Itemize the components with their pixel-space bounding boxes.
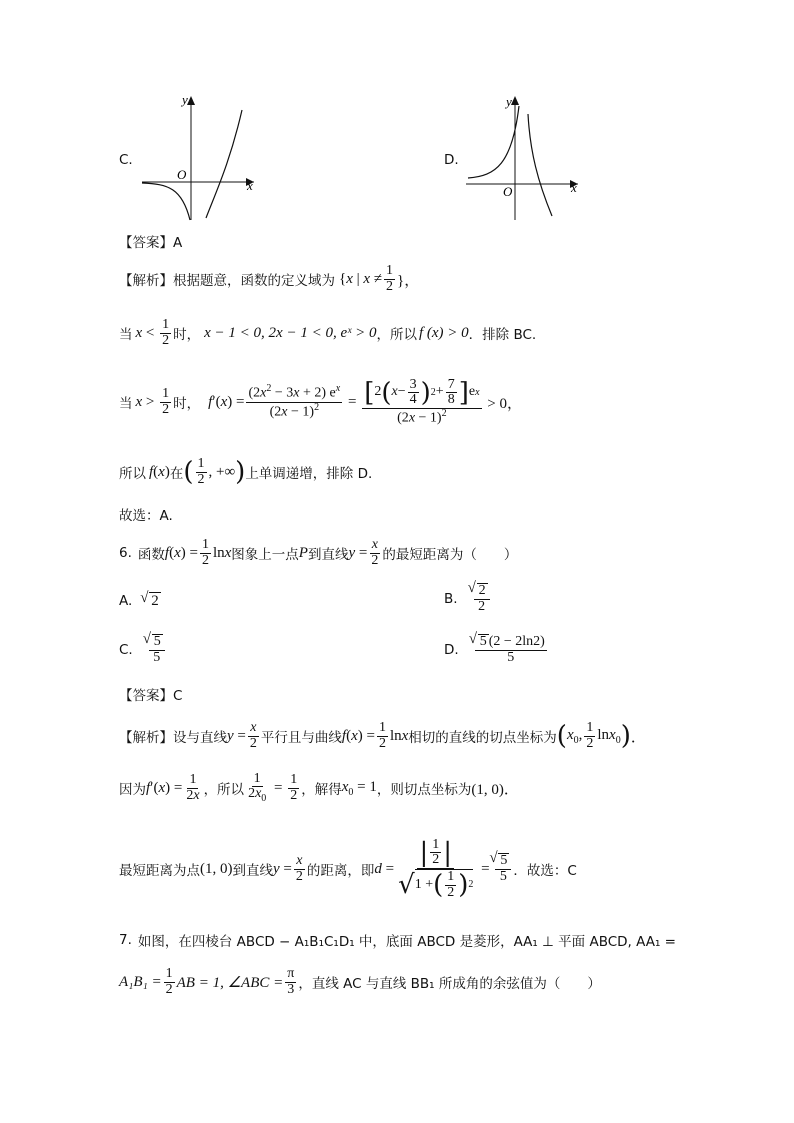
graph-c-y-label: y	[182, 92, 188, 107]
analysis-label: 【解析】	[119, 273, 173, 290]
q6-analysis-line3: 最短距离为点 (1, 0) 到直线 y = $\frac{x}{2}$ 的距离，即 d = | $\frac{1}{2}$ | √ 1 + ( $\frac{1}{2}$ ) 2 = √ $\frac{5}{5}$ ．故选：C	[119, 824, 577, 914]
distance-formula: | $\frac{1}{2}$ | √ 1 + ( $\frac{1}{2}$ ) 2	[398, 836, 474, 901]
q6-option-d[interactable]: D. √ $\frac{5 (2 - 2\ln 2)}{5}$	[444, 634, 549, 665]
inequality: x − 1 < 0, 2x − 1 < 0, eˣ > 0	[204, 324, 377, 341]
q5-answer: 【答案】A	[119, 235, 183, 251]
graph-d	[462, 92, 582, 224]
q6-option-a[interactable]: A. √ 2	[119, 592, 161, 610]
q6-option-b[interactable]: B. √ $\frac{2}{2}$	[444, 583, 492, 614]
graph-c	[138, 92, 258, 224]
q5-analysis-line1: 【解析】 根据题意，函数的定义域为 {x | x ≠ $\frac{1}{2}$ }，	[119, 263, 420, 294]
q7-stem-line1: 7. 如图，在四棱台 ABCD − A₁B₁C₁D₁ 中，底面 ABCD 是菱形，AA₁ ⊥ 平面 ABCD, AA₁ =	[119, 932, 676, 950]
q6-option-c[interactable]: C. √ $\frac{5}{5}$	[119, 634, 167, 665]
q7-stem-line2: A₁B₁ = $\frac{1}{2}$ AB = 1, ∠ABC = $\frac{\pi}{3}$ ，直线 AC 与直线 BB₁ 所成角的余弦值为（ ）	[119, 965, 601, 997]
analysis-text: 根据题意，函数的定义域为	[173, 273, 335, 290]
q5-conclusion: 故选：A.	[119, 508, 173, 524]
q6-answer: 【答案】C	[119, 688, 183, 704]
option-d-label: D.	[444, 152, 459, 168]
q6-analysis-line1: 【解析】 设与直线 y = $\frac{x}{2}$ 平行且与曲线 f(x) = $\frac{1}{2}$ lnx 相切的直线的切点坐标为 ( $x_0$, $\frac{1}{2}$ lnx$_0$ ) ．	[119, 719, 646, 751]
graph-c-origin: O	[177, 167, 187, 182]
q5-analysis-line2: 当 x < $\frac{1}{2}$ 时， x − 1 < 0, 2x − 1 < 0, eˣ > 0 ，所以 f (x) > 0 ．排除 BC.	[119, 317, 537, 348]
q6-analysis-line2: 因为 f′(x) = $\frac{1}{2x}$ ，所以 $\frac{1}{2x_0}$ = $\frac{1}{2}$ ，解得 $x_0 = 1$ ，则切点坐标为 (1, 0)．	[119, 770, 519, 804]
option-c-label: C.	[119, 152, 133, 168]
graph-d-x-label: x	[571, 180, 577, 195]
domain-set: {x | x ≠	[339, 270, 383, 287]
graph-d-y-label: y	[506, 94, 512, 109]
frac-half: $\frac{1}{2}$	[386, 263, 394, 294]
graph-d-origin: O	[503, 184, 513, 199]
graph-c-x-label: x	[247, 178, 253, 193]
q5-analysis-line3: 当 x > $\frac{1}{2}$ 时， f′(x) = $\frac{(2x^2 - 3x + 2) e^x}{(2x - 1)^2}$ = [ 2 ( x − $\frac{3}{4}$ ) 2 + $\frac{7}{8}$ ] e x $(2x - 1)^2$ > 0，	[119, 376, 522, 426]
q5-analysis-line4: 所以 f (x) 在 ( $\frac{1}{2}$ , +∞ ) 上单调递增，排除 D.	[119, 455, 373, 487]
derivative-expr: f′(x) =	[208, 393, 245, 410]
q6-stem: 6. 函数 f(x) = $\frac{1}{2}$ lnx 图象上一点 P 到直线 y = $\frac{x}{2}$ 的最短距离为（ ）	[119, 537, 518, 568]
